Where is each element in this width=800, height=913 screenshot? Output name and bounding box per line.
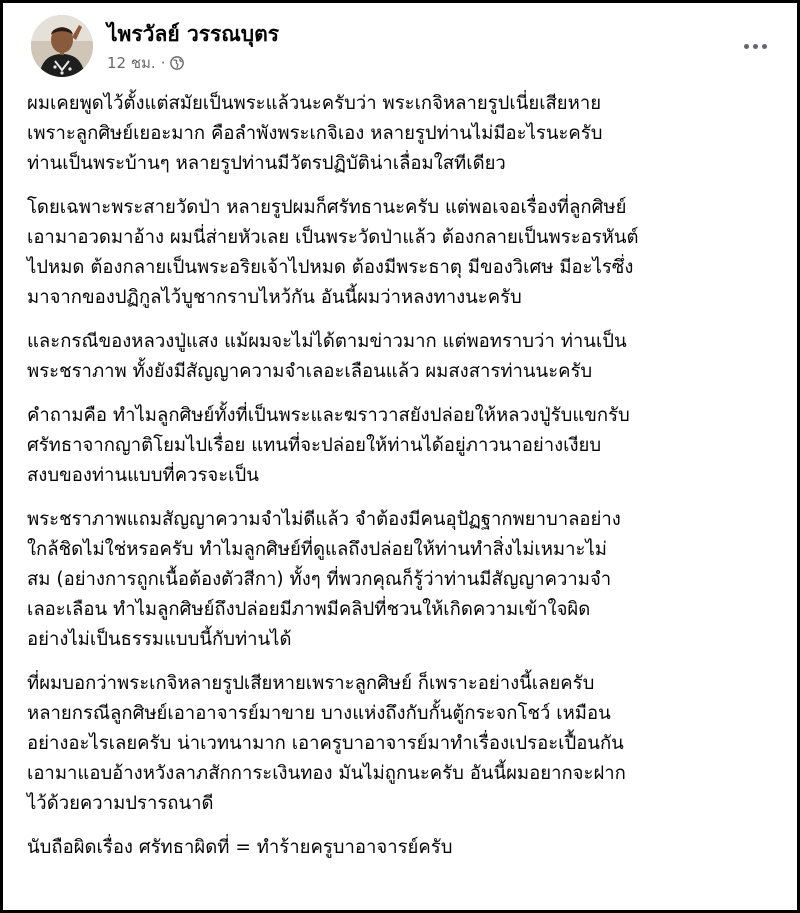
post-text-line: เพราะลูกศิษย์เยอะมาก คือลำพังพระเกจิเอง หลายรูปท่านไม่มีอะไรนะครับ <box>27 123 603 144</box>
post-text-line: เอามาแอบอ้างหวังลาภสักการะเงินทอง มันไม่ถูกนะครับ อันนี้ผมอยากจะฝาก <box>27 763 626 784</box>
more-options-icon[interactable] <box>737 33 773 59</box>
post-paragraph <box>27 505 779 655</box>
post-text-line: คำถามคือ ทำไมลูกศิษย์ทั้งที่เป็นพระและฆราวาสยังปล่อยให้หลวงปู่รับแขกรับ <box>27 405 630 426</box>
post-text-line: โดยเฉพาะพระสายวัดป่า หลายรูปผมก็ศรัทธานะครับ แต่พอเจอเรื่องที่ลูกศิษย์ <box>27 197 627 218</box>
post-timestamp[interactable]: 12 ชม. <box>107 54 156 72</box>
post-text-line: ศรัทธาจากญาติโยมไปเรื่อย แทนที่จะปล่อยให้ท่านได้อยู่ภาวนาอย่างเงียบ <box>27 435 602 456</box>
post-text-line: ผมเคยพูดไว้ตั้งแต่สมัยเป็นพระแล้วนะครับว่า พระเกจิหลายรูปเนี่ยเสียหาย <box>27 93 602 114</box>
post-text-line: สงบของท่านแบบที่ควรจะเป็น <box>27 465 259 486</box>
post-text-line: พระชราภาพแถมสัญญาความจำไม่ดีแล้ว จำต้องมีคนอุปัฏฐากพยาบาลอย่าง <box>27 509 621 530</box>
post-text-line: หลายกรณีลูกศิษย์เอาอาจารย์มาขาย บางแห่งถึงกับกั้นตู้กระจกโชว์ เหมือน <box>27 703 611 724</box>
globe-icon[interactable] <box>170 56 184 70</box>
post-text-line: อย่างอะไรเลยครับ น่าเวทนามาก เอาครูบาอาจารย์มาทำเรื่องเปรอะเปื้อนกัน <box>27 733 624 754</box>
post-header <box>31 15 773 79</box>
more-dot <box>744 44 749 49</box>
post-text-line: มาจากของปฏิกูลไว้บูชากราบไหว้กัน อันนี้ผมว่าหลงทางนะครับ <box>27 287 522 308</box>
post-paragraph <box>27 89 779 179</box>
more-dot <box>753 44 758 49</box>
post-paragraph <box>27 401 779 491</box>
post-text-line: เลอะเลือน ทำไมลูกศิษย์ถึงปล่อยมีภาพมีคลิปที่ชวนให้เกิดความเข้าใจผิด <box>27 599 591 620</box>
post-text-line: อย่างไม่เป็นธรรมแบบนี้กับท่านได้ <box>27 629 292 650</box>
post-paragraph <box>27 833 779 863</box>
post-text-line: ไปหมด ต้องกลายเป็นพระอริยเจ้าไปหมด ต้องมีพระธาตุ มีของวิเศษ มีอะไรซึ่ง <box>27 257 634 278</box>
post-text-line: สม (อย่างการถูกเนื้อต้องตัวสีกา) ทั้งๆ ที่พวกคุณก็รู้ว่าท่านมีสัญญาความจำ <box>27 569 612 590</box>
post-text-line: ที่ผมบอกว่าพระเกจิหลายรูปเสียหายเพราะลูกศิษย์ ก็เพราะอย่างนี้เลยครับ <box>27 673 595 694</box>
post-text-line: เอามาอวดมาอ้าง ผมนี่ส่ายหัวเลย เป็นพระวัดป่าแล้ว ต้องกลายเป็นพระอรหันต์ <box>27 227 639 248</box>
post-paragraph <box>27 669 779 819</box>
post-text-line: นับถือผิดเรื่อง ศรัทธาผิดที่ = ทำร้ายครูบาอาจารย์ครับ <box>27 837 453 858</box>
avatar[interactable] <box>31 15 93 77</box>
post-text-line: และกรณีของหลวงปู่แสง แม้ผมจะไม่ได้ตามข่าวมาก แต่พอทราบว่า ท่านเป็น <box>27 331 627 352</box>
post-paragraph <box>27 327 779 387</box>
post-paragraph <box>27 193 779 313</box>
post-text <box>27 89 779 877</box>
author-name[interactable]: ไพรวัลย์ วรรณบุตร <box>107 22 280 46</box>
more-dot <box>762 44 767 49</box>
meta-separator: · <box>160 54 166 72</box>
post-text-line: ท่านเป็นพระบ้านๆ หลายรูปท่านมีวัตรปฏิบัติน่าเลื่อมใสทีเดียว <box>27 153 506 174</box>
post-meta <box>107 51 184 75</box>
post-text-line: ไว้ด้วยความปรารถนาดี <box>27 793 214 814</box>
post-text-line: ใกล้ชิดไม่ใช่หรอครับ ทำไมลูกศิษย์ที่ดูแลถึงปล่อยให้ท่านทำสิ่งไม่เหมาะไม่ <box>27 539 607 560</box>
post-text-line: พระชราภาพ ทั้งยังมีสัญญาความจำเลอะเลือนแล้ว ผมสงสารท่านนะครับ <box>27 361 593 382</box>
